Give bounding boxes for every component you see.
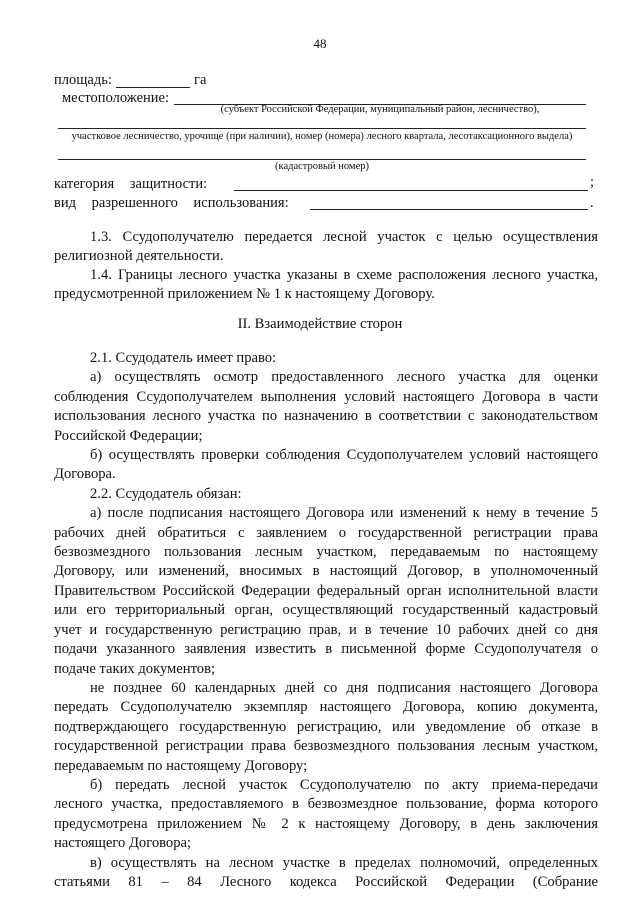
section-2-body (54, 349, 598, 892)
body-line: лесного участка, предоставляемого в безвозмездное пользование, форма которого (54, 796, 598, 813)
body-line: настоящего Договора; (54, 835, 192, 852)
body-line: 2.1. Ссудодатель имеет право: (90, 350, 277, 366)
area-label: площадь: (54, 72, 112, 88)
body-line: Правительством Российской Федерации федеральный орган исполнительной власти (54, 582, 598, 599)
clause-1-3-line-2: религиозной деятельности. (54, 248, 224, 265)
protection-blank-line (234, 190, 588, 191)
cadastral-hint: (кадастровый номер) (275, 161, 369, 172)
body-line: передать Ссудополучателю экземпляр настоящего Договора, копию документа, (54, 699, 598, 716)
body-line: государственной регистрации права безвозмездного пользования лесным участком, (54, 738, 598, 755)
body-line: рабочих дней обратиться с заявлением о государственной регистрации права (54, 524, 598, 541)
clause-1-3 (54, 228, 598, 267)
section-title: II. Взаимодействие сторон (237, 316, 403, 332)
body-line: Договора. (54, 466, 116, 483)
area-unit: га (194, 72, 207, 88)
protection-label: категория защитности: (54, 176, 208, 192)
location-blank-line-2 (58, 128, 586, 129)
body-line: Российской Федерации; (54, 427, 203, 444)
body-line: б) осуществлять проверки соблюдения Ссудополучателем условий настоящего (90, 447, 598, 464)
location-label: местоположение: (62, 90, 169, 106)
body-line: б) передать лесной участок Ссудополучателю по акту приема-передачи (90, 776, 598, 793)
body-line: подтверждающего государственную регистрацию, или уведомление об отказе в (54, 718, 598, 735)
location-hint: (субъект Российской Федерации, муниципальный район, лесничество), (220, 104, 540, 115)
location-hint-2: участковое лесничество, урочище (при наличии), номер (номера) лесного квартала, лесотаксационного выдела) (71, 131, 573, 142)
body-line: в) осуществлять на лесном участке в пределах полномочий, определенных (90, 854, 598, 871)
protection-end: ; (590, 174, 595, 190)
usage-blank-line (310, 209, 588, 210)
body-line: или его территориальный орган, осуществляющий государственный кадастровый (54, 602, 598, 619)
area-blank-line (116, 87, 190, 88)
body-line: предусмотрена приложением № 2 к настоящему Договору, в день заключения (54, 815, 598, 832)
clause-1-4-line-1: 1.4. Границы лесного участка указаны в схеме расположения лесного участка, (90, 267, 598, 283)
body-line: безвозмездного пользования лесным участком, передаваемым по настоящему (54, 544, 598, 561)
usage-end: . (590, 195, 594, 211)
cadastral-blank-line (58, 159, 586, 160)
body-line: не позднее 60 календарных дней со дня подписания настоящего Договора (90, 679, 598, 696)
body-line: использования лесного участка по назначению в соответствии с законодательством (54, 408, 598, 425)
clause-1-4-line-2: предусмотренной приложением № 1 к настоящему Договору. (54, 286, 435, 303)
usage-label: вид разрешенного использования: (54, 195, 289, 211)
body-line: 2.2. Ссудодатель обязан: (90, 485, 242, 502)
body-line: а) осуществлять осмотр предоставленного лесного участка для оценки (90, 369, 598, 386)
body-line: передаваемым по настоящему Договору; (54, 757, 308, 774)
body-line: Договору, или изменений, вносимых в настоящий Договор, в уполномоченный (54, 563, 598, 580)
body-line: учет и государственную регистрацию прав, и в течение 10 рабочих дней со дня (54, 621, 598, 638)
body-line: соблюдения Ссудополучателем выполнения условий настоящего Договора в части (54, 388, 598, 405)
clause-1-3-line-1: 1.3. Ссудополучателю передается лесной участок с целью осуществления (90, 229, 598, 245)
body-line: подачи указанного заявления известить в письменной форме Ссудополучателя о (54, 641, 598, 658)
body-line: подаче таких документов; (54, 660, 216, 677)
page-number: 48 (313, 36, 327, 51)
body-line: а) после подписания настоящего Договора или изменений к нему в течение 5 (90, 505, 598, 522)
body-line: статьями 81 – 84 Лесного кодекса Российской Федерации (Собрание (54, 873, 598, 890)
clause-1-4 (54, 266, 598, 305)
